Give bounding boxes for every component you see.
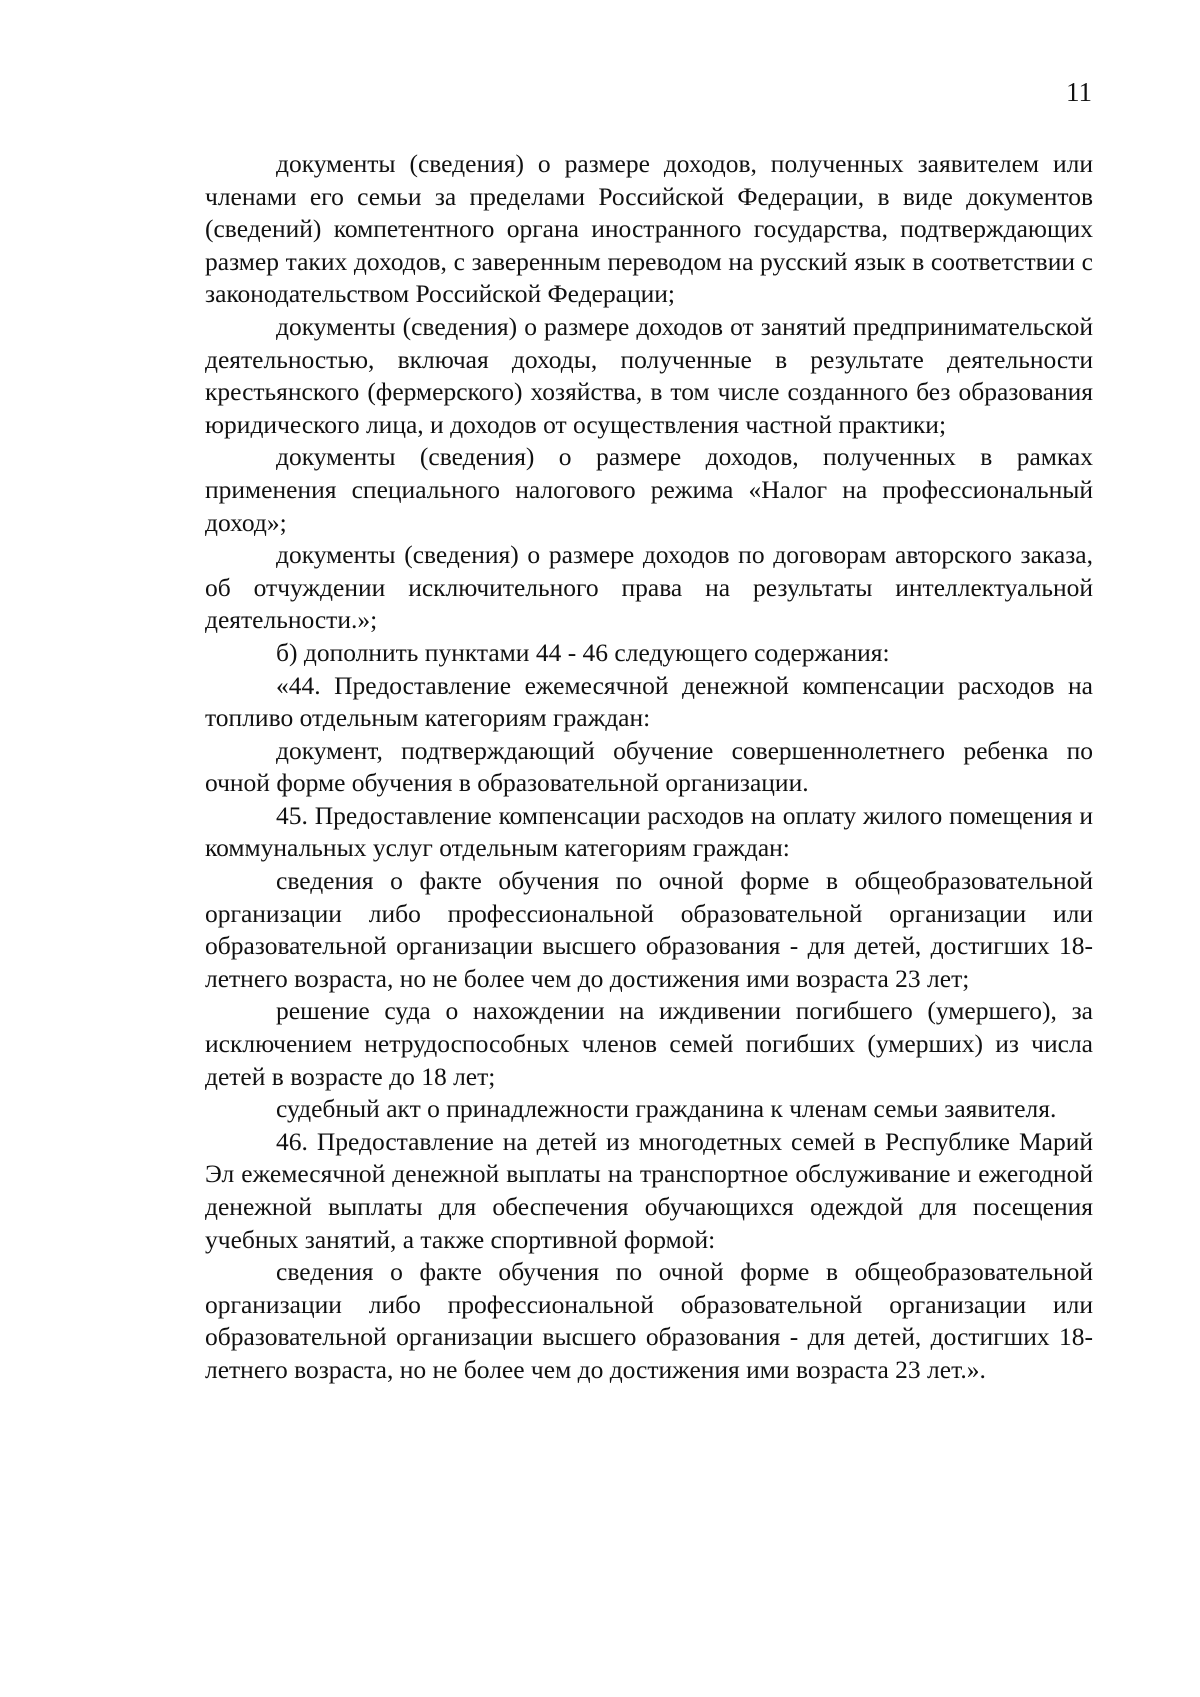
paragraph: документы (сведения) о размере доходов по договорам авторского заказа, об отчуждении исключительного права на результаты интеллектуальной деятельности.»; — [205, 540, 1093, 635]
paragraph: документы (сведения) о размере доходов от занятий предпринимательской деятельностью, включая доходы, полученные в результате деятельности крестьянского (фермерского) хозяйства, в том числе созданного без образования юридического лица, и доходов от осуществления частной практики; — [205, 311, 1093, 439]
paragraph: сведения о факте обучения по очной форме в общеобразовательной организации либо профессиональной образовательной организации или образовательной организации высшего образования - для детей, достигших 18-летнего возраста, но не более чем до достижения ими возраста 23 лет.». — [205, 1257, 1093, 1384]
paragraph: решение суда о нахождении на иждивении погибшего (умершего), за исключением нетрудоспособных членов семей погибших (умерших) из числа детей в возрасте до 18 лет; — [205, 996, 1093, 1091]
paragraph: документ, подтверждающий обучение совершеннолетнего ребенка по очной форме обучения в образовательной организации. — [205, 735, 1093, 798]
paragraph: судебный акт о принадлежности гражданина к членам семьи заявителя. — [276, 1094, 1057, 1124]
paragraph: сведения о факте обучения по очной форме в общеобразовательной организации либо профессиональной образовательной организации или образовательной организации высшего образования - для детей, достигших 18-летнего возраста, но не более чем до достижения ими возраста 23 лет; — [205, 866, 1093, 993]
page-number: 11 — [1066, 77, 1092, 107]
paragraph: документы (сведения) о размере доходов, полученных заявителем или членами его семьи за пределами Российской Федерации, в виде документов (сведений) компетентного органа иностранного государства, подтверждающих размер таких доходов, с заверенным переводом на русский язык в соответствии с законодательством Российской Федерации; — [205, 149, 1093, 309]
paragraph: 46. Предоставление на детей из многодетных семей в Республике Марий Эл ежемесячной денежной выплаты на транспортное обслуживание и ежегодной денежной выплаты для обеспечения обучающихся одеждой для посещения учебных занятий, а также спортивной формой: — [205, 1126, 1093, 1254]
paragraph: 45. Предоставление компенсации расходов на оплату жилого помещения и коммунальных услуг отдельным категориям граждан: — [205, 800, 1093, 863]
paragraph: «44. Предоставление ежемесячной денежной компенсации расходов на топливо отдельным категориям граждан: — [205, 670, 1093, 733]
document-body — [205, 148, 1093, 1387]
paragraph: б) дополнить пунктами 44 - 46 следующего содержания: — [276, 637, 890, 667]
paragraph: документы (сведения) о размере доходов, полученных в рамках применения специального налогового режима «Налог на профессиональный доход»; — [205, 442, 1093, 537]
